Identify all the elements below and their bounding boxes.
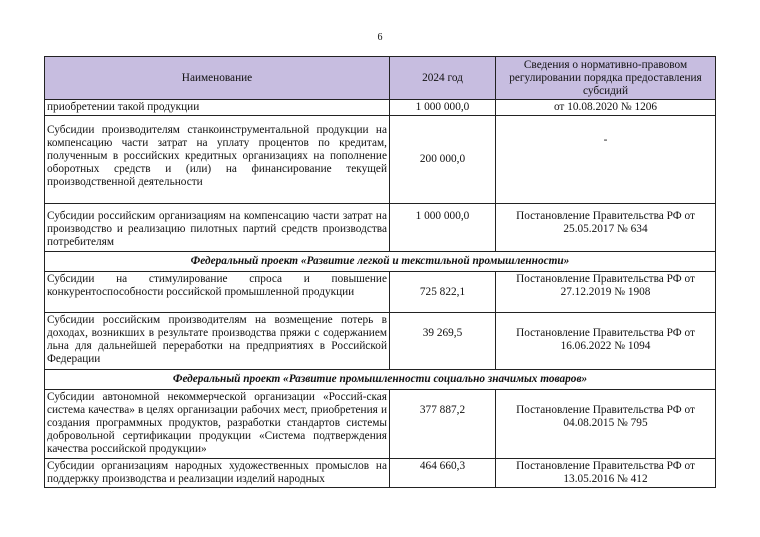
row-name: Субсидии российским организациям на компенсацию части затрат на производство и реализацию пилотных партий средств производства потребителям	[45, 204, 390, 252]
section-title-social-goods: Федеральный проект «Развитие промышленности социально значимых товаров»	[45, 370, 716, 390]
row-name: Субсидии организациям народных художественных промыслов на поддержку производства и реализации изделий народных	[45, 459, 390, 488]
row-regulation: Постановление Правительства РФ от 25.05.2017 № 634	[496, 204, 716, 252]
table-row	[45, 272, 716, 313]
section-row	[45, 252, 716, 272]
row-value: 1 000 000,0	[390, 100, 496, 116]
table-row	[45, 459, 716, 488]
header-name: Наименование	[45, 57, 390, 100]
table-row	[45, 204, 716, 252]
row-name: Субсидии автономной некоммерческой организации «Россий-ская система качества» в целях организации рабочих мест, приобретения и создания программных продуктов, разработки стандартов системы добровольной сертификации продукции «Система подтверждения качества российской продукции»	[45, 390, 390, 459]
row-regulation: -	[496, 116, 716, 204]
row-name: Субсидии российским производителям на возмещение потерь в доходах, возникших в результате производства пряжи с содержанием льна для дальнейшей переработки на предприятиях в Российской Федерации	[45, 313, 390, 370]
header-year: 2024 год	[390, 57, 496, 100]
table-row	[45, 313, 716, 370]
page-number: 6	[377, 32, 383, 43]
subsidies-table	[44, 56, 716, 488]
table-header-row	[45, 57, 716, 100]
row-value: 464 660,3	[390, 459, 496, 488]
row-value: 39 269,5	[390, 313, 496, 370]
row-value: 200 000,0	[390, 116, 496, 204]
row-value: 725 822,1	[390, 272, 496, 313]
table-row	[45, 116, 716, 204]
row-value: 377 887,2	[390, 390, 496, 459]
row-regulation: Постановление Правительства РФ от 27.12.2019 № 1908	[496, 272, 716, 313]
section-row	[45, 370, 716, 390]
header-regulation: Сведения о нормативно-правовом регулировании порядка предоставления субсидий	[496, 57, 716, 100]
row-regulation: Постановление Правительства РФ от 16.06.2022 № 1094	[496, 313, 716, 370]
row-name: Субсидии на стимулирование спроса и повышение конкурентоспособности российской промышленной продукции	[45, 272, 390, 313]
section-title-light-textile: Федеральный проект «Развитие легкой и текстильной промышленности»	[45, 252, 716, 272]
row-value: 1 000 000,0	[390, 204, 496, 252]
table-row	[45, 100, 716, 116]
row-regulation: Постановление Правительства РФ от 13.05.2016 № 412	[496, 459, 716, 488]
table-row	[45, 390, 716, 459]
row-regulation: от 10.08.2020 № 1206	[496, 100, 716, 116]
row-name: приобретении такой продукции	[45, 100, 390, 116]
row-regulation: Постановление Правительства РФ от 04.08.2015 № 795	[496, 390, 716, 459]
row-name: Субсидии производителям станкоинструментальной продукции на компенсацию части затрат на уплату процентов по кредитам, полученным в российских кредитных организациях на пополнение оборотных средств и (или) на финансирование текущей производственной деятельности	[45, 116, 390, 204]
